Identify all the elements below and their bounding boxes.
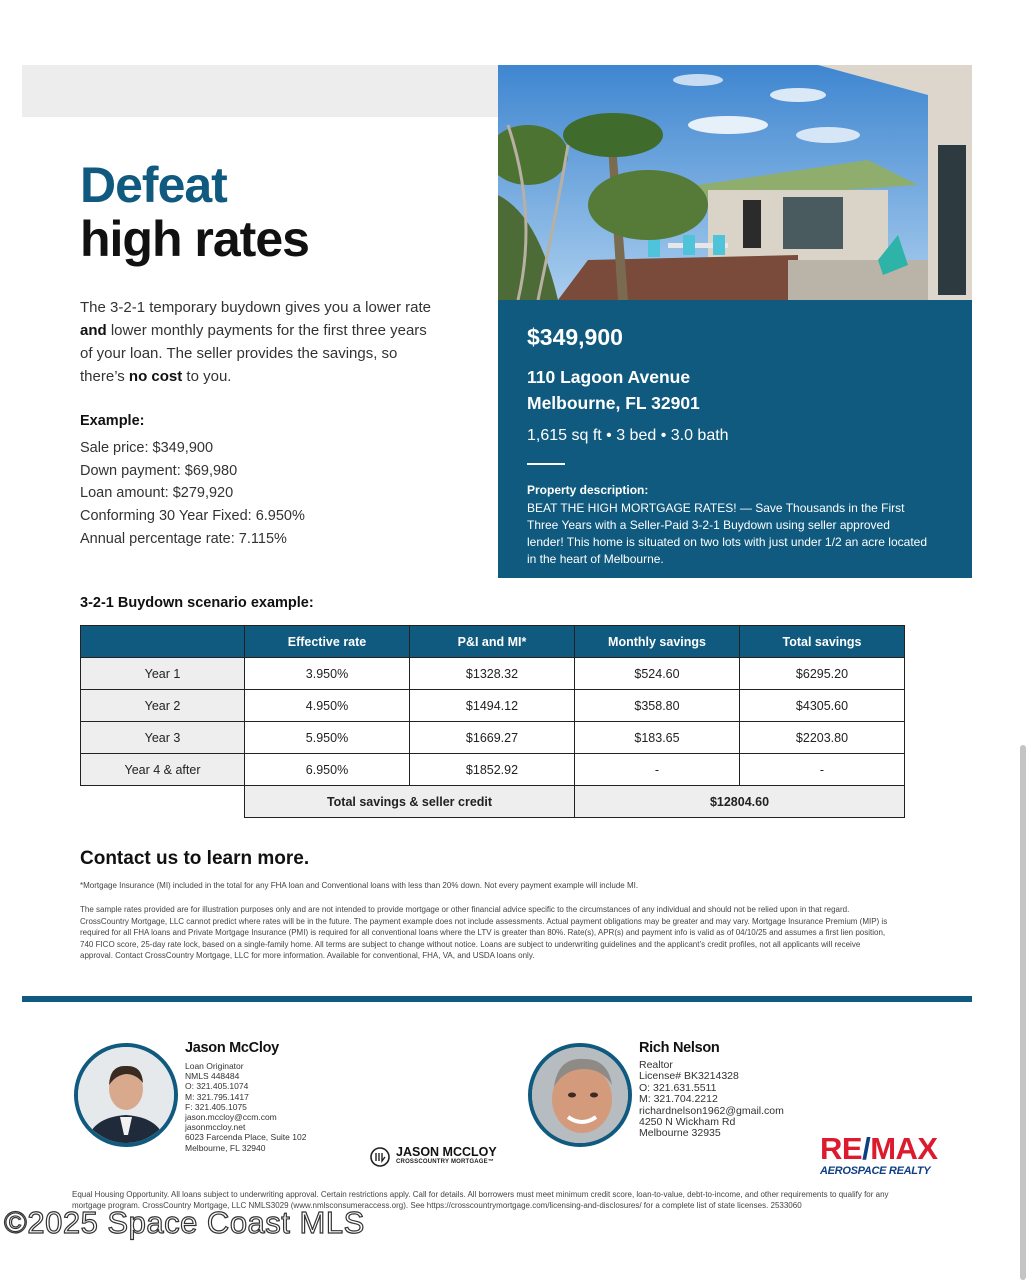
table-row — [81, 722, 905, 754]
listing-address — [527, 364, 700, 416]
rate-cell: 5.950% — [245, 722, 410, 754]
description-label: Property description: — [527, 483, 649, 497]
loan-officer-name: Jason McCloy — [185, 1040, 279, 1056]
total-savings-cell: $4305.60 — [740, 690, 905, 722]
listing-price: $349,900 — [527, 324, 623, 350]
remax-logo-wordmark: RE/MAX — [820, 1131, 938, 1166]
table-header-row — [81, 626, 905, 658]
agent-detail-line: Loan Originator — [185, 1061, 244, 1071]
agent-detail-line: Melbourne, FL 32940 — [185, 1142, 266, 1153]
page-headline — [80, 158, 309, 266]
listing-street: 110 Lagoon Avenue — [527, 367, 691, 387]
example-block — [80, 410, 305, 551]
agent-detail-line: Melbourne 32935 — [639, 1127, 721, 1140]
contact-heading: Contact us to learn more. — [80, 848, 310, 869]
avatar — [74, 1043, 178, 1147]
example-line: Loan amount: $279,920 — [80, 485, 234, 502]
table-row — [81, 690, 905, 722]
mi-footnote: *Mortgage Insurance (MI) included in the total for any FHA loan and Conventional loans with less than 20% down. Not every payment example will include MI. — [80, 881, 639, 890]
remax-logo-subtitle: AEROSPACE REALTY — [820, 1165, 931, 1177]
ccm-logo-subtitle: CROSSCOUNTRY MORTGAGE™ — [396, 1159, 495, 1165]
agent-detail-line: 4250 N Wickham Rd — [639, 1116, 736, 1129]
agent-detail-line: O: 321.405.1074 — [185, 1081, 249, 1092]
row-label: Year 4 & after — [81, 754, 245, 786]
total-savings-cell: $6295.20 — [740, 658, 905, 690]
ccm-logo-name: JASON MCCLOY — [396, 1145, 497, 1159]
agent-detail-line: Realtor — [639, 1059, 673, 1071]
realtor-name: Rich Nelson — [639, 1040, 720, 1056]
payment-cell: $1669.27 — [410, 722, 575, 754]
remax-logo — [820, 1133, 938, 1177]
intro-text: The 3-2-1 temporary buydown gives you a lower rate — [80, 299, 432, 316]
agent-website[interactable]: jasonmccloy.net — [185, 1122, 246, 1133]
intro-emphasis: no cost — [128, 368, 183, 385]
buydown-table-title: 3-2-1 Buydown scenario example: — [80, 595, 314, 611]
table-row — [81, 754, 905, 786]
property-description: BEAT THE HIGH MORTGAGE RATES! — Save Thousands in the First Three Years with a Seller-Paid 3-2-1 Buydown using seller approved lender! This home is situated on two lots with just under 1/2 an acre located in the heart of Melbourne. — [527, 501, 928, 566]
payment-cell: $1494.12 — [410, 690, 575, 722]
column-header: Monthly savings — [575, 626, 740, 658]
agent-detail-line: M: 321.704.2212 — [639, 1093, 718, 1106]
monthly-savings-cell: $183.65 — [575, 722, 740, 754]
intro-paragraph — [80, 296, 440, 388]
column-header: P&I and MI* — [410, 626, 575, 658]
agent-detail-line: 6023 Farcenda Place, Suite 102 — [185, 1132, 307, 1143]
agent-email[interactable]: jason.mccloy@ccm.com — [185, 1112, 277, 1123]
headline-line2: high rates — [80, 211, 309, 267]
rate-cell: 3.950% — [245, 658, 410, 690]
intro-text: lower monthly payments for the first three years of your loan. The seller provides the savings, so there’s — [80, 322, 427, 385]
example-line: Annual percentage rate: 7.115% — [80, 530, 287, 547]
total-savings-cell: $2203.80 — [740, 722, 905, 754]
rate-cell: 4.950% — [245, 690, 410, 722]
agent-detail-line: License# BK3214328 — [639, 1070, 739, 1083]
table-row — [81, 658, 905, 690]
empty-cell — [81, 786, 245, 818]
header-grey-band — [22, 65, 498, 117]
column-header: Effective rate — [245, 626, 410, 658]
agent-email[interactable]: richardnelson1962@gmail.com — [639, 1104, 784, 1117]
monthly-savings-cell: $524.60 — [575, 658, 740, 690]
payment-cell: $1328.32 — [410, 658, 575, 690]
realtor-details — [639, 1060, 784, 1140]
agent-detail-line: F: 321.405.1075 — [185, 1101, 247, 1112]
intro-emphasis: and — [80, 322, 107, 339]
monthly-savings-cell: $358.80 — [575, 690, 740, 722]
rate-disclaimer: The sample rates provided are for illustration purposes only and are not intended to provide mortgage or other financial advice specific to the circumstances of any individual and should not be relied upon in that regard. CrossCountry Mortgage, LLC cannot predict where rates will be in the future. The payment example does not include assessments. Actual payment obligations may be greater and may vary. Mortgage Insurance Premium (MIP) is required for all FHA loans and Private Mortgage Insurance (PMI) is required for all conventional loans where the LTV is greater than 80%. Rate(s), APR(s) and payment info is valid as of 04/10/25 and assumes a first lien position, 740 FICO score, 25-day rate lock, based on a single-family home. All terms are subject to change without notice. Loans are subject to underwriting guidelines and the applicant’s credit profiles, not all applicants will receive approval. Contact CrossCountry Mortgage, LLC for more information. Available for conventional, FHA, VA, and USDA loans only. — [80, 905, 888, 960]
agent-detail-line: M: 321.795.1417 — [185, 1091, 249, 1102]
monthly-savings-cell: - — [575, 754, 740, 786]
total-value: $12804.60 — [575, 786, 905, 818]
example-line: Conforming 30 Year Fixed: 6.950% — [80, 508, 305, 525]
ccm-logo-icon — [370, 1147, 390, 1167]
rate-cell: 6.950% — [245, 754, 410, 786]
row-label: Year 2 — [81, 690, 245, 722]
listing-city: Melbourne, FL 32901 — [527, 393, 700, 413]
property-photo — [498, 65, 972, 300]
intro-text: to you. — [182, 368, 232, 385]
example-line: Sale price: $349,900 — [80, 439, 214, 456]
total-label: Total savings & seller credit — [245, 786, 575, 818]
section-divider — [22, 996, 972, 1002]
listing-info-panel — [498, 300, 972, 578]
row-label: Year 3 — [81, 722, 245, 754]
payment-cell: $1852.92 — [410, 754, 575, 786]
listing-divider — [527, 463, 565, 465]
agent-detail-line: O: 321.631.5511 — [639, 1081, 717, 1094]
agent-detail-line: NMLS 448484 — [185, 1071, 240, 1082]
agent-photo-icon — [78, 1047, 174, 1143]
buydown-table — [80, 625, 905, 818]
listing-specs: 1,615 sq ft • 3 bed • 3.0 bath — [527, 427, 729, 444]
total-savings-cell: - — [740, 754, 905, 786]
row-label: Year 1 — [81, 658, 245, 690]
column-header: Total savings — [740, 626, 905, 658]
example-heading: Example: — [80, 413, 145, 429]
mls-watermark: ©2025 Space Coast MLS — [4, 1205, 365, 1240]
agent-photo-icon — [532, 1047, 628, 1143]
example-line: Down payment: $69,980 — [80, 462, 238, 479]
table-corner-cell — [81, 626, 245, 658]
legal-disclaimer: Equal Housing Opportunity. All loans subject to underwriting approval. Certain restrictions apply. Call for details. All borrowers must meet minimum credit score, loan-to-value, debt-to-income, and other requirements to qualify for any mortgage program. CrossCountry Mortgage, LLC NMLS3029 (www.nmlsconsumeraccess.org). See https://crosscountrymortgage.com/licensing-and-disclosures/ for a complete list of state licenses. 2533060 — [72, 1190, 889, 1210]
avatar — [528, 1043, 632, 1147]
table-total-row — [81, 786, 905, 818]
scrollbar[interactable] — [1020, 745, 1026, 1280]
headline-line1: Defeat — [80, 157, 227, 213]
loan-officer-details — [185, 1061, 306, 1153]
